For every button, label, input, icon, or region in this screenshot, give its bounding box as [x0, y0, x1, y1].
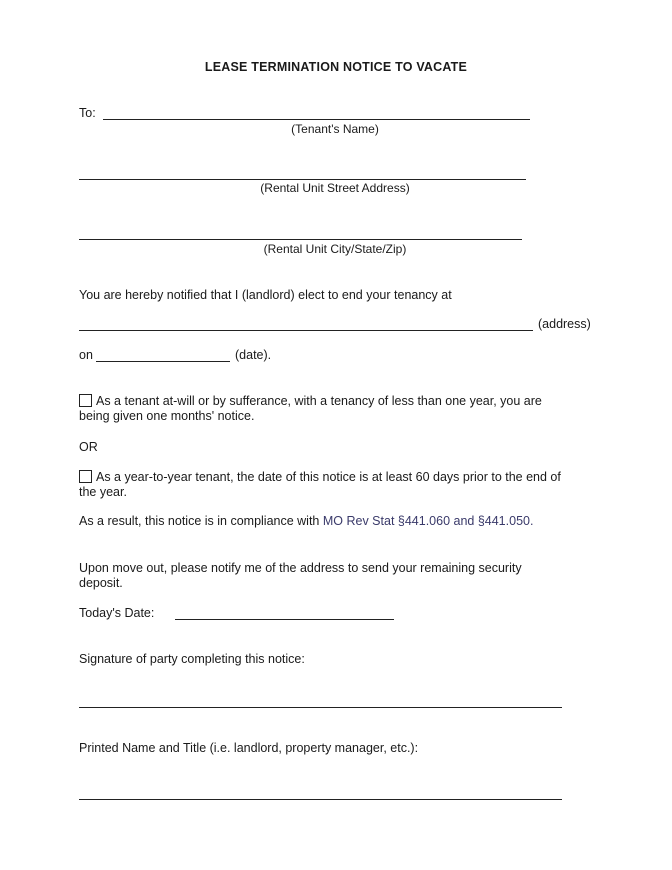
signature-label: Signature of party completing this notice:	[79, 652, 305, 666]
address-field[interactable]	[79, 330, 533, 331]
option2-text-line2: the year.	[79, 485, 127, 499]
moveout-text-line1: Upon move out, please notify me of the address to send your remaining security	[79, 561, 522, 575]
compliance-statute: MO Rev Stat §441.060 and §441.050.	[322, 514, 534, 528]
street-address-caption: (Rental Unit Street Address)	[260, 181, 410, 195]
to-label: To:	[79, 106, 96, 120]
option2-text-line1: As a year-to-year tenant, the date of this notice is at least 60 days prior to the end of	[96, 470, 561, 484]
notification-text: You are hereby notified that I (landlord) elect to end your tenancy at	[79, 288, 452, 302]
compliance-prefix: As a result, this notice is in compliance with	[79, 514, 320, 528]
address-caption: (address)	[538, 317, 591, 331]
on-label: on	[79, 348, 93, 362]
end-date-field[interactable]	[96, 361, 230, 362]
document-title: LEASE TERMINATION NOTICE TO VACATE	[204, 60, 468, 74]
street-address-field[interactable]	[79, 179, 526, 180]
date-caption: (date).	[235, 348, 272, 362]
option1-text-line1: As a tenant at-will or by sufferance, with a tenancy of less than one year, you are	[96, 394, 542, 408]
todays-date-label: Today's Date:	[79, 606, 155, 620]
city-state-zip-caption: (Rental Unit City/State/Zip)	[263, 242, 407, 256]
printed-name-label: Printed Name and Title (i.e. landlord, property manager, etc.):	[79, 741, 419, 755]
tenant-at-will-checkbox[interactable]	[79, 394, 92, 407]
tenant-name-caption: (Tenant's Name)	[291, 122, 379, 136]
moveout-text-line2: deposit.	[79, 576, 123, 590]
or-label: OR	[79, 440, 98, 454]
signature-field[interactable]	[79, 707, 562, 708]
printed-name-field[interactable]	[79, 799, 562, 800]
compliance-text	[79, 514, 533, 529]
year-to-year-checkbox[interactable]	[79, 470, 92, 483]
city-state-zip-field[interactable]	[79, 239, 522, 240]
option1-text-line2: being given one months' notice.	[79, 409, 255, 423]
todays-date-field[interactable]	[175, 619, 394, 620]
tenant-name-field[interactable]	[103, 119, 530, 120]
